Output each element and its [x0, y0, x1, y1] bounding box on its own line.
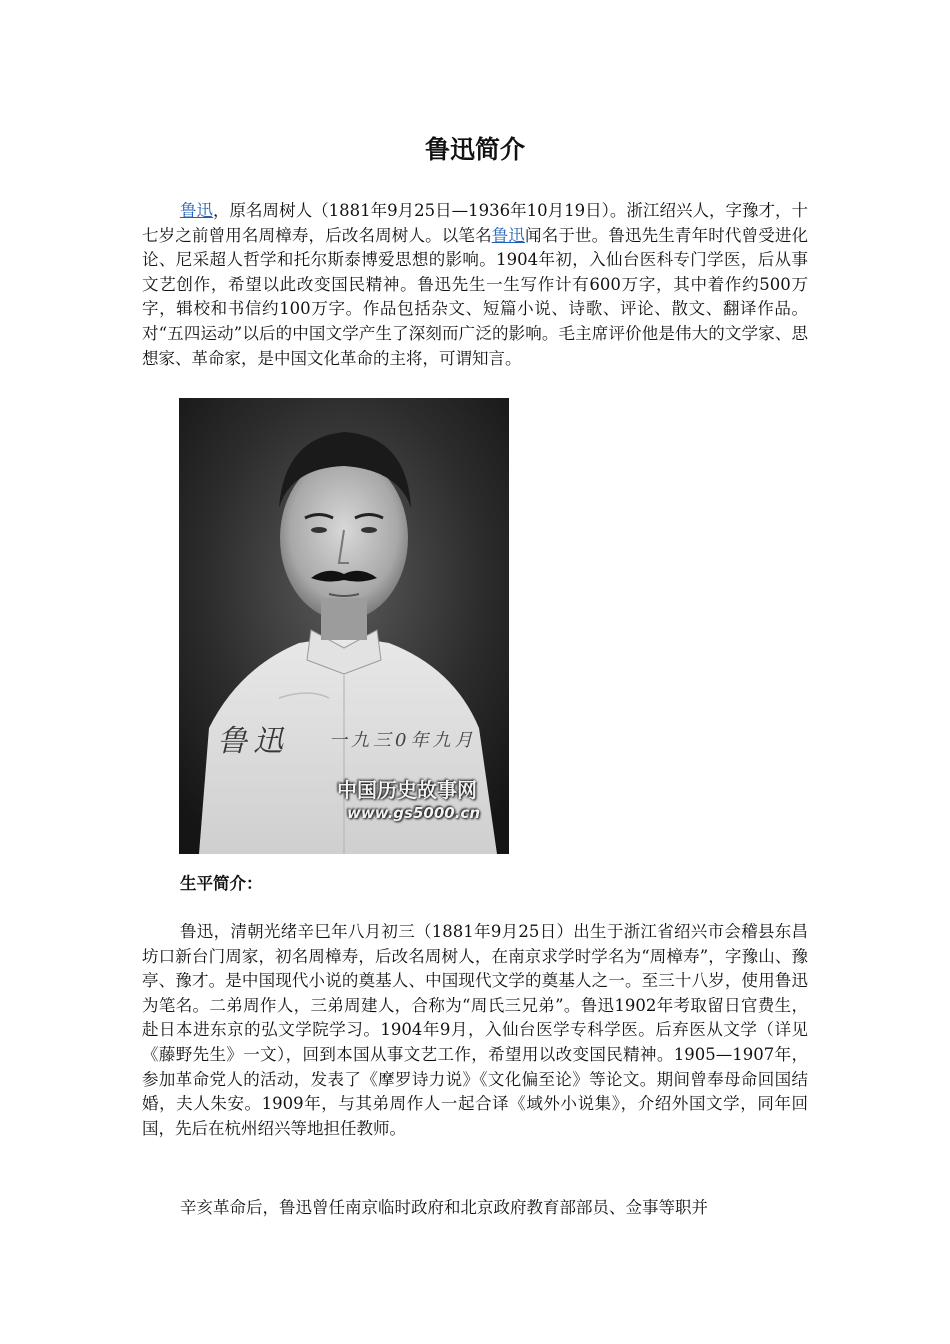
biography-paragraph-2: 辛亥革命后，鲁迅曾任南京临时政府和北京政府教育部部员、佥事等职并 — [180, 1198, 708, 1217]
luxun-link-1[interactable]: 鲁迅 — [180, 201, 214, 220]
portrait-photo — [179, 398, 509, 854]
intro-text-1: ，原名周树人（1881年9月25日—1936年10月19日）。浙江绍兴人，字豫才，十七岁之前曾用名周樟寿，后改名周树人。以笔名 — [142, 201, 809, 245]
watermark-site-name: 中国历史故事网 — [337, 778, 477, 802]
intro-paragraph — [142, 199, 808, 371]
section-heading-biography: 生平简介： — [180, 874, 263, 893]
intro-text-2: 闻名于世。鲁迅先生青年时代曾受进化论、尼采超人哲学和托尔斯泰博爱思想的影响。1904年初，入仙台医科专门学医，后从事文艺创作，希望以此改变国民精神。鲁迅先生一生写作计有600万字，其中着作约500万字，辑校和书信约100万字。作品包括杂文、短篇小说、诗歌、评论、散文、翻译作品。对“五四运动”以后的中国文学产生了深刻而广泛的影响。毛主席评价他是伟大的文学家、思想家、革命家，是中国文化革命的主将，可谓知言。 — [142, 225, 809, 368]
signature-inscription: 鲁迅 — [217, 724, 289, 759]
date-inscription: 一九三0年九月 — [329, 730, 477, 751]
luxun-link-2[interactable]: 鲁迅 — [491, 225, 526, 245]
document-title: 鲁迅简介 — [424, 135, 525, 164]
biography-paragraph-1: 鲁迅，清朝光绪辛巳年八月初三（1881年9月25日）出生于浙江省绍兴市会稽县东昌坊口新台门周家，初名周樟寿，后改名周树人，在南京求学时学名为“周樟寿”，字豫山、豫亭、豫才。是中国现代小说的奠基人、中国现代文学的奠基人之一。至三十八岁，使用鲁迅为笔名。二弟周作人，三弟周建人，合称为“周氏三兄弟”。鲁迅1902年考取留日官费生，赴日本进东京的弘文学院学习。1904年9月，入仙台医学专科学医。后弃医从文学（详见《藤野先生》一文），回到本国从事文艺工作，希望用以改变国民精神。1905—1907年，参加革命党人的活动，发表了《摩罗诗力说》《文化偏至论》等论文。期间曾奉母命回国结婚，夫人朱安。1909年，与其弟周作人一起合译《域外小说集》，介绍外国文学，同年回国，先后在杭州绍兴等地担任教师。 — [142, 922, 808, 1138]
watermark-url: www.gs5000.cn — [347, 804, 480, 822]
